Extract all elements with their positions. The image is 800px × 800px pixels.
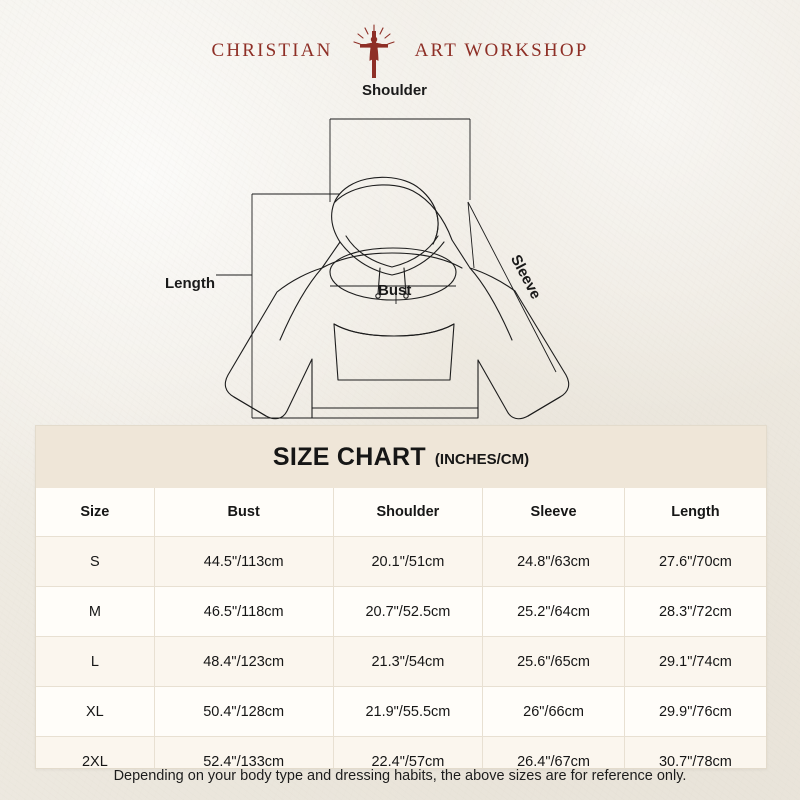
cell-size: M (36, 587, 154, 637)
cell-sleeve: 25.6"/65cm (483, 637, 625, 687)
cell-shoulder: 21.3"/54cm (333, 637, 483, 687)
size-chart-units: (INCHES/CM) (434, 451, 530, 468)
cell-size: L (36, 637, 154, 687)
size-chart-card (35, 425, 767, 769)
table-row (36, 637, 766, 687)
table-row (36, 737, 766, 770)
hoodie-illustration (0, 72, 800, 432)
cell-length: 29.9"/76cm (624, 687, 766, 737)
hoodie-line-drawing (0, 72, 800, 432)
column-header-length: Length (624, 488, 766, 537)
cell-shoulder: 21.9"/55.5cm (333, 687, 483, 737)
label-bust: Bust (378, 282, 412, 299)
cell-size: 2XL (36, 737, 154, 770)
table-header-row (36, 488, 766, 537)
cell-sleeve: 25.2"/64cm (483, 587, 625, 637)
size-chart-footnote: Depending on your body type and dressing habits, the above sizes are for reference only. (113, 768, 687, 784)
cell-sleeve: 26.4"/67cm (483, 737, 625, 770)
brand-right-text: ART WORKSHOP (414, 40, 589, 61)
label-shoulder: Shoulder (362, 82, 428, 99)
size-chart-title-bar (36, 426, 766, 488)
cell-length: 29.1"/74cm (624, 637, 766, 687)
cell-size: S (36, 537, 154, 587)
column-header-bust: Bust (154, 488, 333, 537)
cell-shoulder: 22.4"/57cm (333, 737, 483, 770)
cell-size: XL (36, 687, 154, 737)
cell-length: 28.3"/72cm (624, 587, 766, 637)
cell-length: 30.7"/78cm (624, 737, 766, 770)
cell-bust: 44.5"/113cm (154, 537, 333, 587)
cell-shoulder: 20.1"/51cm (333, 537, 483, 587)
column-header-size: Size (36, 488, 154, 537)
label-sleeve: Sleeve (506, 252, 545, 302)
brand-left-text: CHRISTIAN (211, 40, 333, 61)
cell-shoulder: 20.7"/52.5cm (333, 587, 483, 637)
column-header-sleeve: Sleeve (483, 488, 625, 537)
size-chart-title: SIZE CHART (272, 442, 426, 471)
cell-sleeve: 26"/66cm (483, 687, 625, 737)
cell-bust: 52.4"/133cm (154, 737, 333, 770)
size-table (36, 488, 766, 769)
table-row (36, 537, 766, 587)
cell-length: 27.6"/70cm (624, 537, 766, 587)
column-header-shoulder: Shoulder (333, 488, 483, 537)
cell-bust: 46.5"/118cm (154, 587, 333, 637)
table-row (36, 687, 766, 737)
cell-bust: 50.4"/128cm (154, 687, 333, 737)
table-row (36, 587, 766, 637)
cell-bust: 48.4"/123cm (154, 637, 333, 687)
cell-sleeve: 24.8"/63cm (483, 537, 625, 587)
label-length: Length (165, 275, 215, 292)
